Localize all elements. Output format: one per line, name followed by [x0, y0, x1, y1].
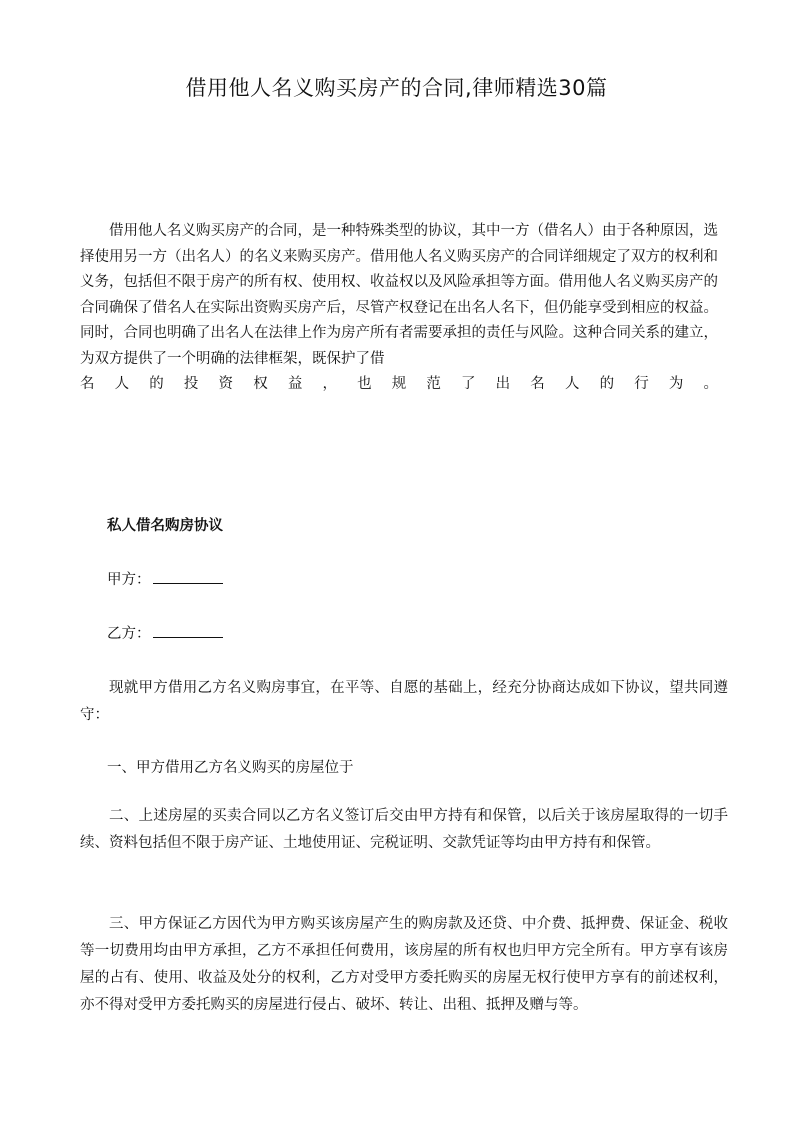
agreement-title: 私人借名购房协议	[107, 518, 223, 534]
intro-main-text: 借用他人名义购买房产的合同，是一种特殊类型的协议，其中一方（借名人）由于各种原因，选择使用另一方（出名人）的名义来购买房产。借用他人名义购买房产的合同详细规定了双方的权利和义务，包括但不限于房产的所有权、使用权、收益权以及风险承担等方面。借用他人名义购买房产的合同确保了借名人在实际出资购买房产后，尽管产权登记在出名人名下，但仍能享受到相应的权益。同时，合同也明确了出名人在法律上作为房产所有者需要承担的责任与风险。这种合同关系的建立，为双方提供了一个明确的法律框架，既保护了借	[80, 223, 718, 367]
party-a-line	[107, 568, 223, 589]
intro-paragraph	[80, 219, 718, 398]
party-b-blank	[153, 623, 223, 638]
party-a-label: 甲方：	[107, 572, 151, 588]
party-a-blank	[153, 569, 223, 584]
party-b-line	[107, 622, 223, 643]
intro-last-line: 名人的投资权益，也规范了出名人的行为。	[80, 376, 718, 392]
clause-1: 一、甲方借用乙方名义购买的房屋位于	[107, 760, 354, 776]
party-b-label: 乙方：	[107, 626, 151, 642]
document-title: 借用他人名义购买房产的合同,律师精选30篇	[185, 76, 608, 100]
clause-2: 二、上述房屋的买卖合同以乙方名义签订后交由甲方持有和保管，以后关于该房屋取得的一切手续、资料包括但不限于房产证、土地使用证、完税证明、交款凭证等均由甲方持有和保管。	[80, 808, 728, 851]
preamble-paragraph: 现就甲方借用乙方名义购房事宜，在平等、自愿的基础上，经充分协商达成如下协议，望共同遵守：	[80, 680, 728, 723]
clause-3: 三、甲方保证乙方因代为甲方购买该房屋产生的购房款及还贷、中介费、抵押费、保证金、税收等一切费用均由甲方承担，乙方不承担任何费用，该房屋的所有权也归甲方完全所有。甲方享有该房屋的占有、使用、收益及处分的权利，乙方对受甲方委托购买的房屋无权行使甲方享有的前述权利，亦不得对受甲方委托购买的房屋进行侵占、破坏、转让、出租、抵押及赠与等。	[80, 916, 728, 1013]
